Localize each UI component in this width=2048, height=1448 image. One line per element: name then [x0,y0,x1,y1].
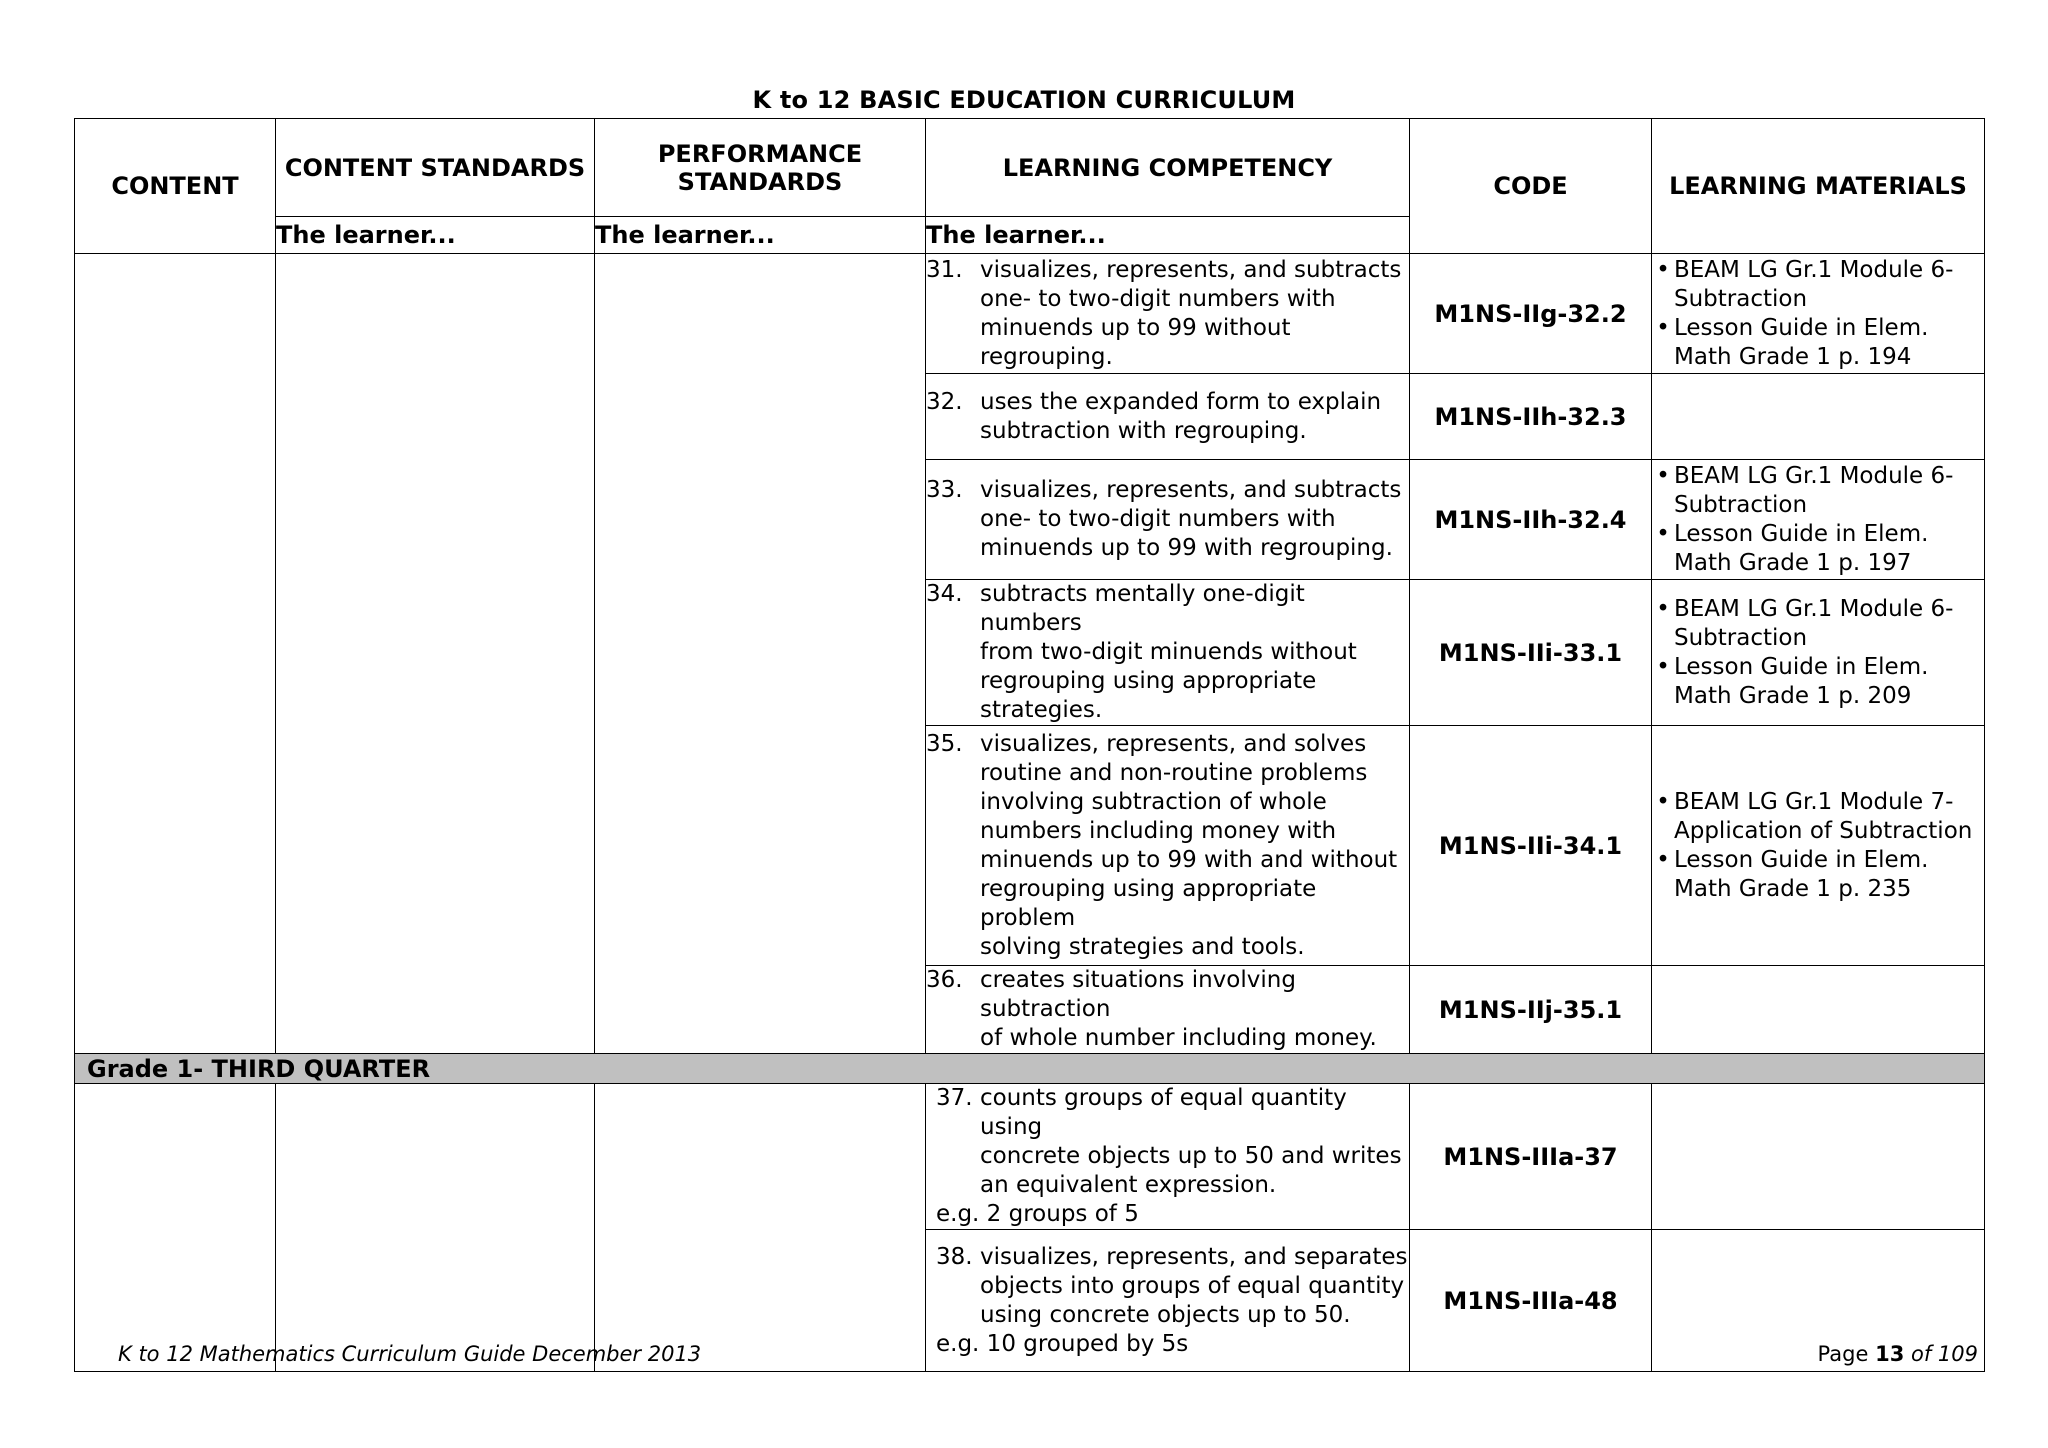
competency-text [980,476,1409,563]
code-cell: M1NS-IIi-34.1 [1410,726,1652,966]
competency-item [926,1084,1409,1200]
material-item [1652,520,1984,578]
quarter-row [75,1054,1985,1084]
competency-line: routine and non-routine problems [980,759,1368,786]
bullet-icon: • [1656,653,1670,680]
material-line: Subtraction [1674,624,1808,651]
competency-text [980,580,1409,725]
learning-competency-cell [926,374,1410,460]
material-item [1652,846,1984,904]
header-learner-competency: The learner... [926,217,1410,254]
material-item [1652,462,1984,520]
competency-line: objects into groups of equal quantity [980,1272,1405,1299]
competency-row [75,1084,1985,1230]
competency-text [980,256,1409,372]
competency-line: from two-digit minuends without [980,639,1357,665]
materials-list [1652,256,1984,372]
competency-number: 32. [926,388,963,415]
material-text [1674,314,1928,372]
material-line: Math Grade 1 p. 194 [1674,343,1912,370]
material-text [1674,595,1953,653]
competency-line: subtraction with regrouping. [980,417,1307,444]
code-cell: M1NS-IIIa-48 [1410,1230,1652,1372]
learning-competency-cell [926,1230,1410,1372]
content-standards-cell [276,1084,595,1372]
competency-number: 38. [936,1243,973,1270]
second-quarter-rows [75,254,1985,1054]
material-line: Math Grade 1 p. 209 [1674,682,1912,709]
competency-line: subtracts mentally one-digit numbers [980,581,1305,636]
quarter-label: Grade 1- THIRD QUARTER [75,1054,1985,1084]
header-content-standards: CONTENT STANDARDS [276,119,595,217]
competency-line: regrouping using appropriate [980,668,1317,694]
learning-materials-cell [1652,726,1985,966]
competency-text [980,1084,1409,1200]
content-standards-cell [276,254,595,1054]
material-line: Subtraction [1674,491,1808,518]
competency-line: regrouping. [980,343,1113,370]
competency-line: one- to two-digit numbers with [980,285,1336,312]
competency-number: 34. [926,581,963,607]
learning-materials-cell [1652,966,1985,1054]
learning-materials-cell [1652,1084,1985,1230]
material-item [1652,314,1984,372]
competency-number: 37. [936,1085,973,1111]
code-cell: M1NS-IIIa-37 [1410,1084,1652,1230]
material-line: Lesson Guide in Elem. [1674,520,1929,547]
material-line: Lesson Guide in Elem. [1674,314,1929,341]
material-line: BEAM LG Gr.1 Module 7- [1674,788,1954,815]
competency-line: visualizes, represents, and separates [980,1243,1408,1270]
material-item [1652,788,1984,846]
header-performance-standards [595,119,926,217]
competency-item [926,256,1409,372]
competency-line: uses the expanded form to explain [980,388,1382,415]
content-cell [75,1084,276,1372]
material-line: BEAM LG Gr.1 Module 6- [1674,462,1954,489]
material-text [1674,256,1953,314]
curriculum-table [74,118,1985,1372]
material-text [1674,653,1928,711]
footer-page-number [1818,1342,1978,1366]
third-quarter-rows [75,1084,1985,1372]
materials-list [1652,788,1984,904]
header-learning-materials: LEARNING MATERIALS [1652,119,1985,254]
code-cell: M1NS-IIh-32.4 [1410,460,1652,580]
competency-line: minuends up to 99 with and without [980,846,1398,873]
competency-text [980,966,1409,1053]
footer-guide-title: K to 12 Mathematics Curriculum Guide December 2013 [118,1342,702,1366]
code-cell: M1NS-IIj-35.1 [1410,966,1652,1054]
header-code: CODE [1410,119,1652,254]
competency-number: 33. [926,477,963,503]
header-performance-line1: PERFORMANCE [657,139,863,168]
competency-line: minuends up to 99 without [980,314,1291,341]
material-item [1652,256,1984,314]
competency-example: e.g. 10 grouped by 5s [936,1330,1189,1357]
material-text [1674,520,1928,578]
competency-line: solving strategies and tools. [980,933,1305,960]
competency-line: visualizes, represents, and subtracts [980,256,1402,283]
competency-text [980,388,1409,446]
performance-standards-cell [595,1084,926,1372]
code-cell: M1NS-IIg-32.2 [1410,254,1652,374]
material-line: Application of Subtraction [1674,817,1973,844]
competency-line: creates situations involving subtraction [980,967,1296,1022]
competency-line: involving subtraction of whole [980,788,1327,815]
header-learner-content-standards: The learner... [276,217,595,254]
header-learning-competency: LEARNING COMPETENCY [926,119,1410,217]
bullet-icon: • [1656,520,1670,547]
learning-competency-cell [926,966,1410,1054]
material-item [1652,653,1984,711]
material-item [1652,595,1984,653]
footer-page-label: Page [1817,1342,1869,1366]
material-line: Subtraction [1674,285,1808,312]
competency-row [75,254,1985,374]
competency-line: strategies. [980,697,1103,723]
page-title: K to 12 BASIC EDUCATION CURRICULUM [752,86,1296,114]
learning-materials-cell [1652,374,1985,460]
competency-text [980,1243,1409,1330]
competency-line: regrouping using appropriate problem [980,875,1317,931]
content-cell [75,254,276,1054]
competency-text [980,730,1409,962]
competency-line: of whole number including money. [980,1025,1377,1051]
competency-item [926,966,1409,1053]
performance-standards-cell [595,254,926,1054]
competency-line: using concrete objects up to 50. [980,1301,1351,1328]
competency-item [926,730,1409,962]
competency-line: minuends up to 99 with regrouping. [980,535,1393,561]
material-text [1674,462,1953,520]
competency-item [926,476,1409,563]
competency-line: visualizes, represents, and subtracts [980,477,1402,503]
bullet-icon: • [1656,256,1670,283]
competency-number: 36. [926,967,963,993]
bullet-icon: • [1656,462,1670,489]
competency-example: e.g. 2 groups of 5 [936,1201,1139,1227]
quarter-divider [75,1054,1985,1084]
footer-page-current: 13 [1875,1342,1905,1366]
competency-line: numbers including money with [980,817,1337,844]
learning-materials-cell [1652,580,1985,726]
bullet-icon: • [1656,595,1670,622]
header-learner-performance-standards: The learner... [595,217,926,254]
learning-competency-cell [926,1084,1410,1230]
competency-item [926,580,1409,725]
competency-line: visualizes, represents, and solves [980,730,1367,757]
footer-page-total: of 109 [1911,1342,1978,1366]
learning-competency-cell [926,254,1410,374]
materials-list [1652,462,1984,578]
learning-materials-cell [1652,254,1985,374]
bullet-icon: • [1656,788,1670,815]
learning-competency-cell [926,726,1410,966]
material-line: Lesson Guide in Elem. [1674,653,1929,680]
bullet-icon: • [1656,846,1670,873]
learning-materials-cell [1652,460,1985,580]
header-performance-line2: STANDARDS [677,167,843,196]
competency-line: an equivalent expression. [980,1172,1277,1198]
bullet-icon: • [1656,314,1670,341]
competency-number: 31. [926,256,963,283]
competency-number: 35. [926,730,963,757]
material-line: Lesson Guide in Elem. [1674,846,1929,873]
material-text [1674,788,1972,846]
competency-item [926,1243,1409,1330]
competency-item [926,388,1409,446]
header-content: CONTENT [75,119,276,254]
material-line: BEAM LG Gr.1 Module 6- [1674,595,1954,622]
material-line: BEAM LG Gr.1 Module 6- [1674,256,1954,283]
competency-line: concrete objects up to 50 and writes [980,1143,1402,1169]
materials-list [1652,595,1984,711]
code-cell: M1NS-IIh-32.3 [1410,374,1652,460]
competency-line: counts groups of equal quantity using [980,1085,1347,1140]
material-line: Math Grade 1 p. 235 [1674,875,1912,902]
code-cell: M1NS-IIi-33.1 [1410,580,1652,726]
material-text [1674,846,1928,904]
learning-competency-cell [926,460,1410,580]
competency-line: one- to two-digit numbers with [980,506,1336,532]
material-line: Math Grade 1 p. 197 [1674,549,1912,576]
learning-competency-cell [926,580,1410,726]
